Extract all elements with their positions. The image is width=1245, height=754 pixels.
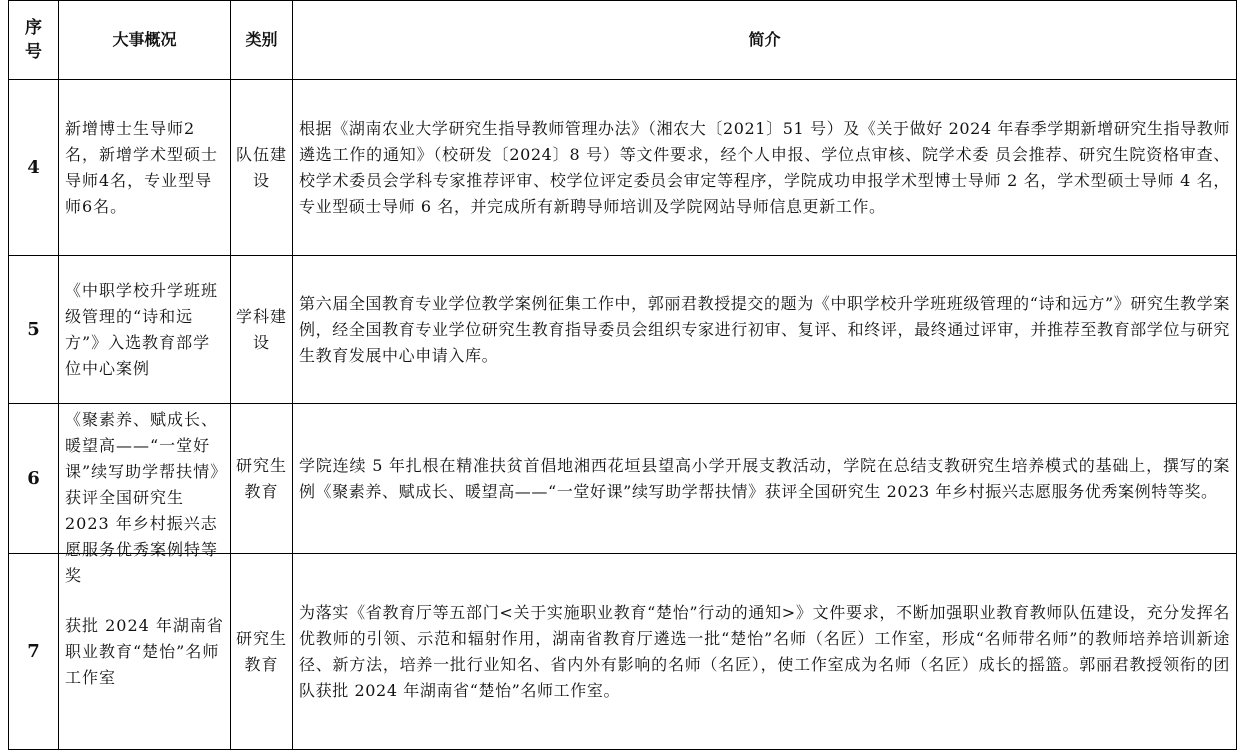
table-row xyxy=(9,404,1237,554)
header-num: 序 号 xyxy=(9,1,59,80)
event-intro: 学院连续 5 年扎根在精准扶贫首倡地湘西花垣县望高小学开展支教活动，学院在总结支教研究生培养模式的基础上，撰写的案例《聚素养、赋成长、暖望高——“一堂好课”续写助学帮扶情》获评全国研究生 2023 年乡村振兴志愿服务优秀案例特等奖。 xyxy=(293,404,1237,554)
event-summary xyxy=(59,404,231,585)
event-summary: 《中职学校升学班班级管理的“诗和远方”》入选教育部学位中心案例 xyxy=(59,256,231,404)
header-event: 大事概况 xyxy=(59,1,231,80)
event-intro: 根据《湖南农业大学研究生指导教师管理办法》（湘农大〔2021〕51 号）及《关于做好 2024 年春季学期新增研究生指导教师遴选工作的通知》（校研发〔2024〕8 号）等文件要求，经个人申报、学位点审核、院学术委 员会推荐、研究生院资格审查、校学术委员会学科专家推荐评审、校学位评定委员会审定等程序，学院成功申报学术型博士导师 2 名，学术型硕士导师 4 名，专业型硕士导师 6 名，并完成所有新聘导师培训及学院网站导师信息更新工作。 xyxy=(293,80,1237,256)
header-intro: 简介 xyxy=(293,1,1237,80)
event-intro: 第六届全国教育专业学位教学案例征集工作中，郭丽君教授提交的题为《中职学校升学班班级管理的“诗和远方”》研究生教学案例，经全国教育专业学位研究生教育指导委员会组织专家进行初审、复评、和终评，最终通过评审，并推荐至教育部学位与研究生教育发展中心申请入库。 xyxy=(293,256,1237,404)
header-category: 类别 xyxy=(231,1,293,80)
row-number: 6 xyxy=(9,404,59,554)
event-summary: 新增博士生导师2名，新增学术型硕士导师4名，专业型导师6名。 xyxy=(59,80,231,256)
event-category: 研究生教育 xyxy=(231,404,293,554)
row-number: 4 xyxy=(9,80,59,256)
event-summary-text: 《聚素养、赋成长、暖望高——“一堂好课”续写助学帮扶情》获评全国研究生 2023 年乡村振兴志愿服务优秀案例特等奖 xyxy=(65,410,220,585)
table-header-row xyxy=(9,1,1237,80)
events-table xyxy=(8,0,1237,750)
table-row xyxy=(9,256,1237,404)
row-number: 7 xyxy=(9,554,59,750)
table-row xyxy=(9,80,1237,256)
event-category: 学科建设 xyxy=(231,256,293,404)
event-intro: 为落实《省教育厅等五部门<关于实施职业教育“楚怡”行动的通知>》文件要求，不断加强职业教育教师队伍建设，充分发挥名优教师的引领、示范和辐射作用，湖南省教育厅遴选一批“楚怡”名师（名匠）工作室，形成“名师带名师”的教师培养培训新途径、新方法，培养一批行业知名、省内外有影响的名师（名匠），使工作室成为名师（名匠）成长的摇篮。郭丽君教授领衔的团队获批 2024 年湖南省“楚怡”名师工作室。 xyxy=(293,554,1237,750)
event-category: 队伍建设 xyxy=(231,80,293,256)
table-row xyxy=(9,554,1237,750)
event-summary: 获批 2024 年湖南省职业教育“楚怡”名师工作室 xyxy=(59,554,231,750)
row-number: 5 xyxy=(9,256,59,404)
event-category: 研究生教育 xyxy=(231,554,293,750)
